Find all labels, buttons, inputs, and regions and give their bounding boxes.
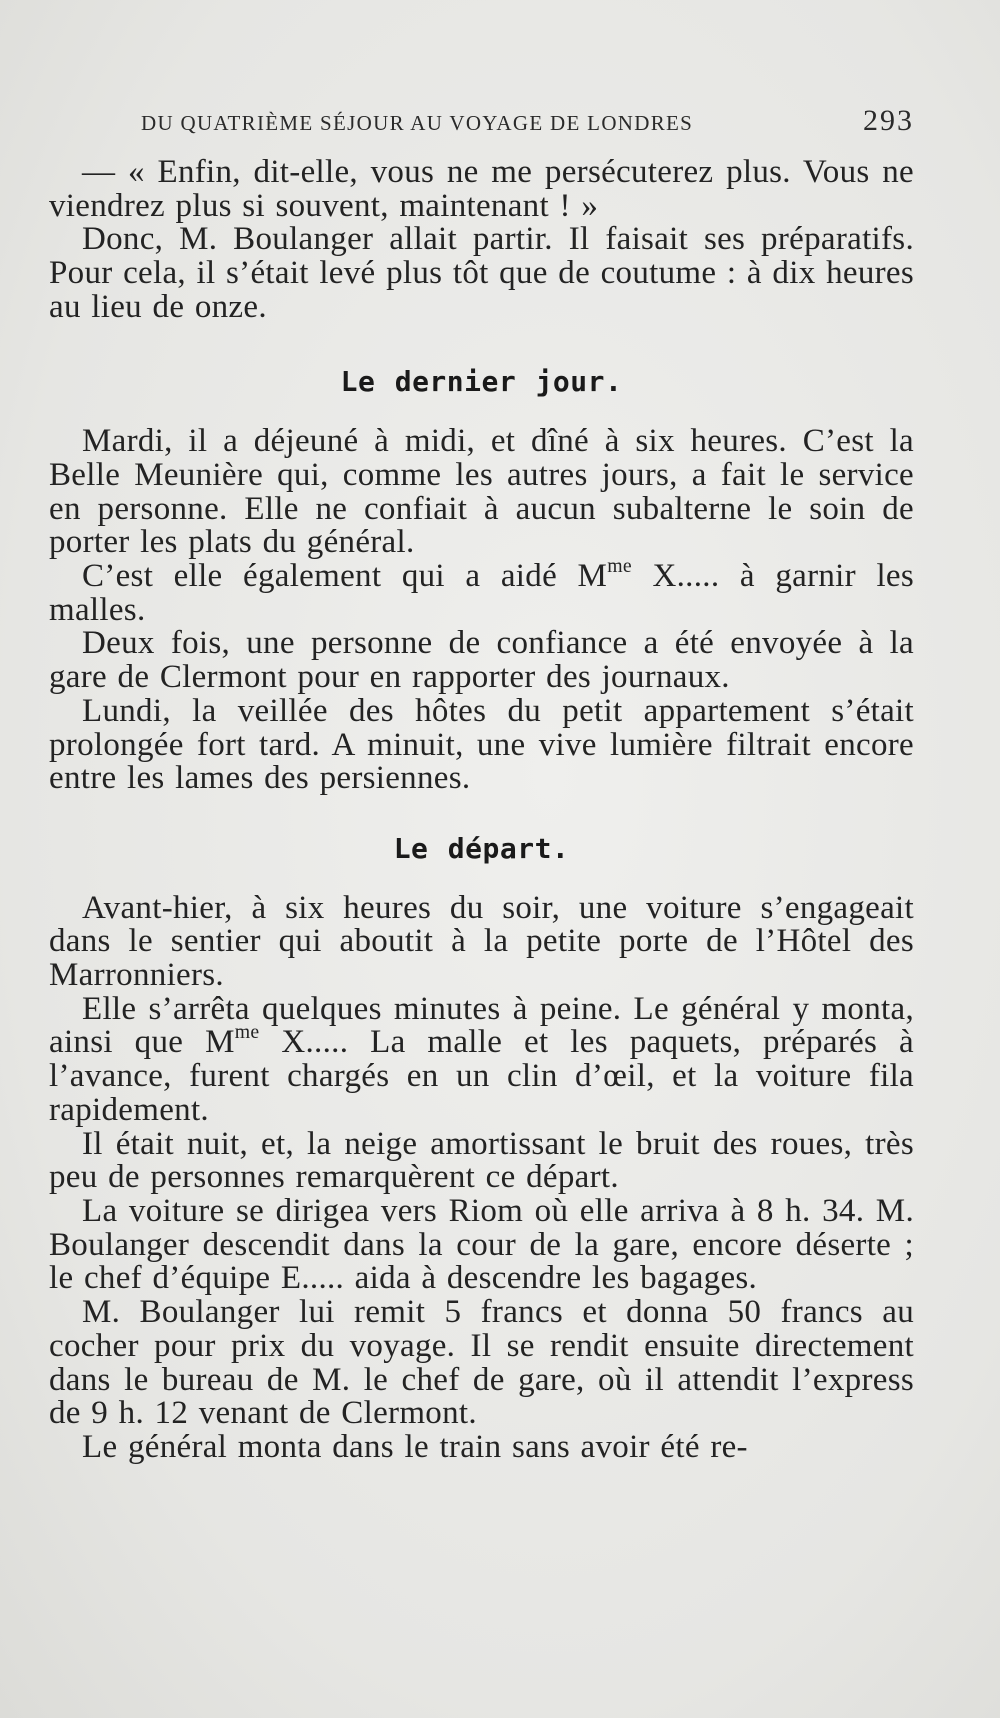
page-number: 293 <box>863 104 914 137</box>
superscript: me <box>234 1021 260 1044</box>
section-heading-depart: Le départ. <box>393 831 570 865</box>
superscript: me <box>607 555 632 578</box>
paragraph: M. Boulanger lui remit 5 francs et donna 50 francs au cocher pour prix du voyage. Il se rendit ensuite directement dans le bureau de M. le chef de gare, où il attendit l’express de 9 h. 12 venant de Clermont. <box>49 1294 914 1432</box>
body-text <box>49 156 914 1465</box>
paragraph: La voiture se dirigea vers Riom où elle arriva à 8 h. 34. M. Boulanger descendit dans la cour de la gare, encore déserte ; le chef d’équipe E..... aida à descendre les bagages. <box>49 1192 914 1297</box>
text-run: X..... La malle et les paquets, préparés à l’avance, furent chargés en un clin d’œil, et la voiture fila rapidement. <box>49 1024 914 1128</box>
paragraph: Lundi, la veillée des hôtes du petit appartement s’était prolongée fort tard. A minuit, une vive lumière filtrait encore entre les lames des persiennes. <box>49 692 914 797</box>
paragraph: Deux fois, une personne de confiance a été envoyée à la gare de Clermont pour en rapporter des journaux. <box>49 625 914 696</box>
text-run: C’est elle également qui a aidé M <box>82 558 608 595</box>
paragraph <box>49 555 914 628</box>
paragraph: Donc, M. Boulanger allait partir. Il faisait ses préparatifs. Pour cela, il s’était levé plus tôt que de coutume : à dix heures au lieu de onze. <box>49 221 914 325</box>
paragraph: Avant-hier, à six heures du soir, une voiture s’engageait dans le sentier qui aboutit à la petite porte de l’Hôtel des Marronniers. <box>49 889 914 994</box>
running-title: DU QUATRIÈME SÉJOUR AU VOYAGE DE LONDRES <box>141 111 694 135</box>
text-run: Elle s’arrêta quelques minutes à peine. Le général y monta, ainsi que M <box>49 990 914 1061</box>
paragraph: Il était nuit, et, la neige amortissant le bruit des roues, très peu de personnes remarquèrent ce départ. <box>49 1125 914 1196</box>
paragraph <box>49 990 914 1128</box>
paragraph: Mardi, il a déjeuné à midi, et dîné à six heures. C’est la Belle Meunière qui, comme les autres jours, a fait le service en personne. Elle ne confiait à aucun subalterne le soin de porter les plats du général. <box>49 423 914 561</box>
paragraph: — « Enfin, dit-elle, vous ne me persécuterez plus. Vous ne viendrez plus si souvent, maintenant ! » <box>49 154 914 224</box>
running-header <box>49 104 914 138</box>
paragraph: Le général monta dans le train sans avoir été re- <box>82 1428 748 1465</box>
section-heading-dernier-jour: Le dernier jour. <box>340 364 623 398</box>
text-run: X..... à garnir les malles. <box>49 558 914 628</box>
